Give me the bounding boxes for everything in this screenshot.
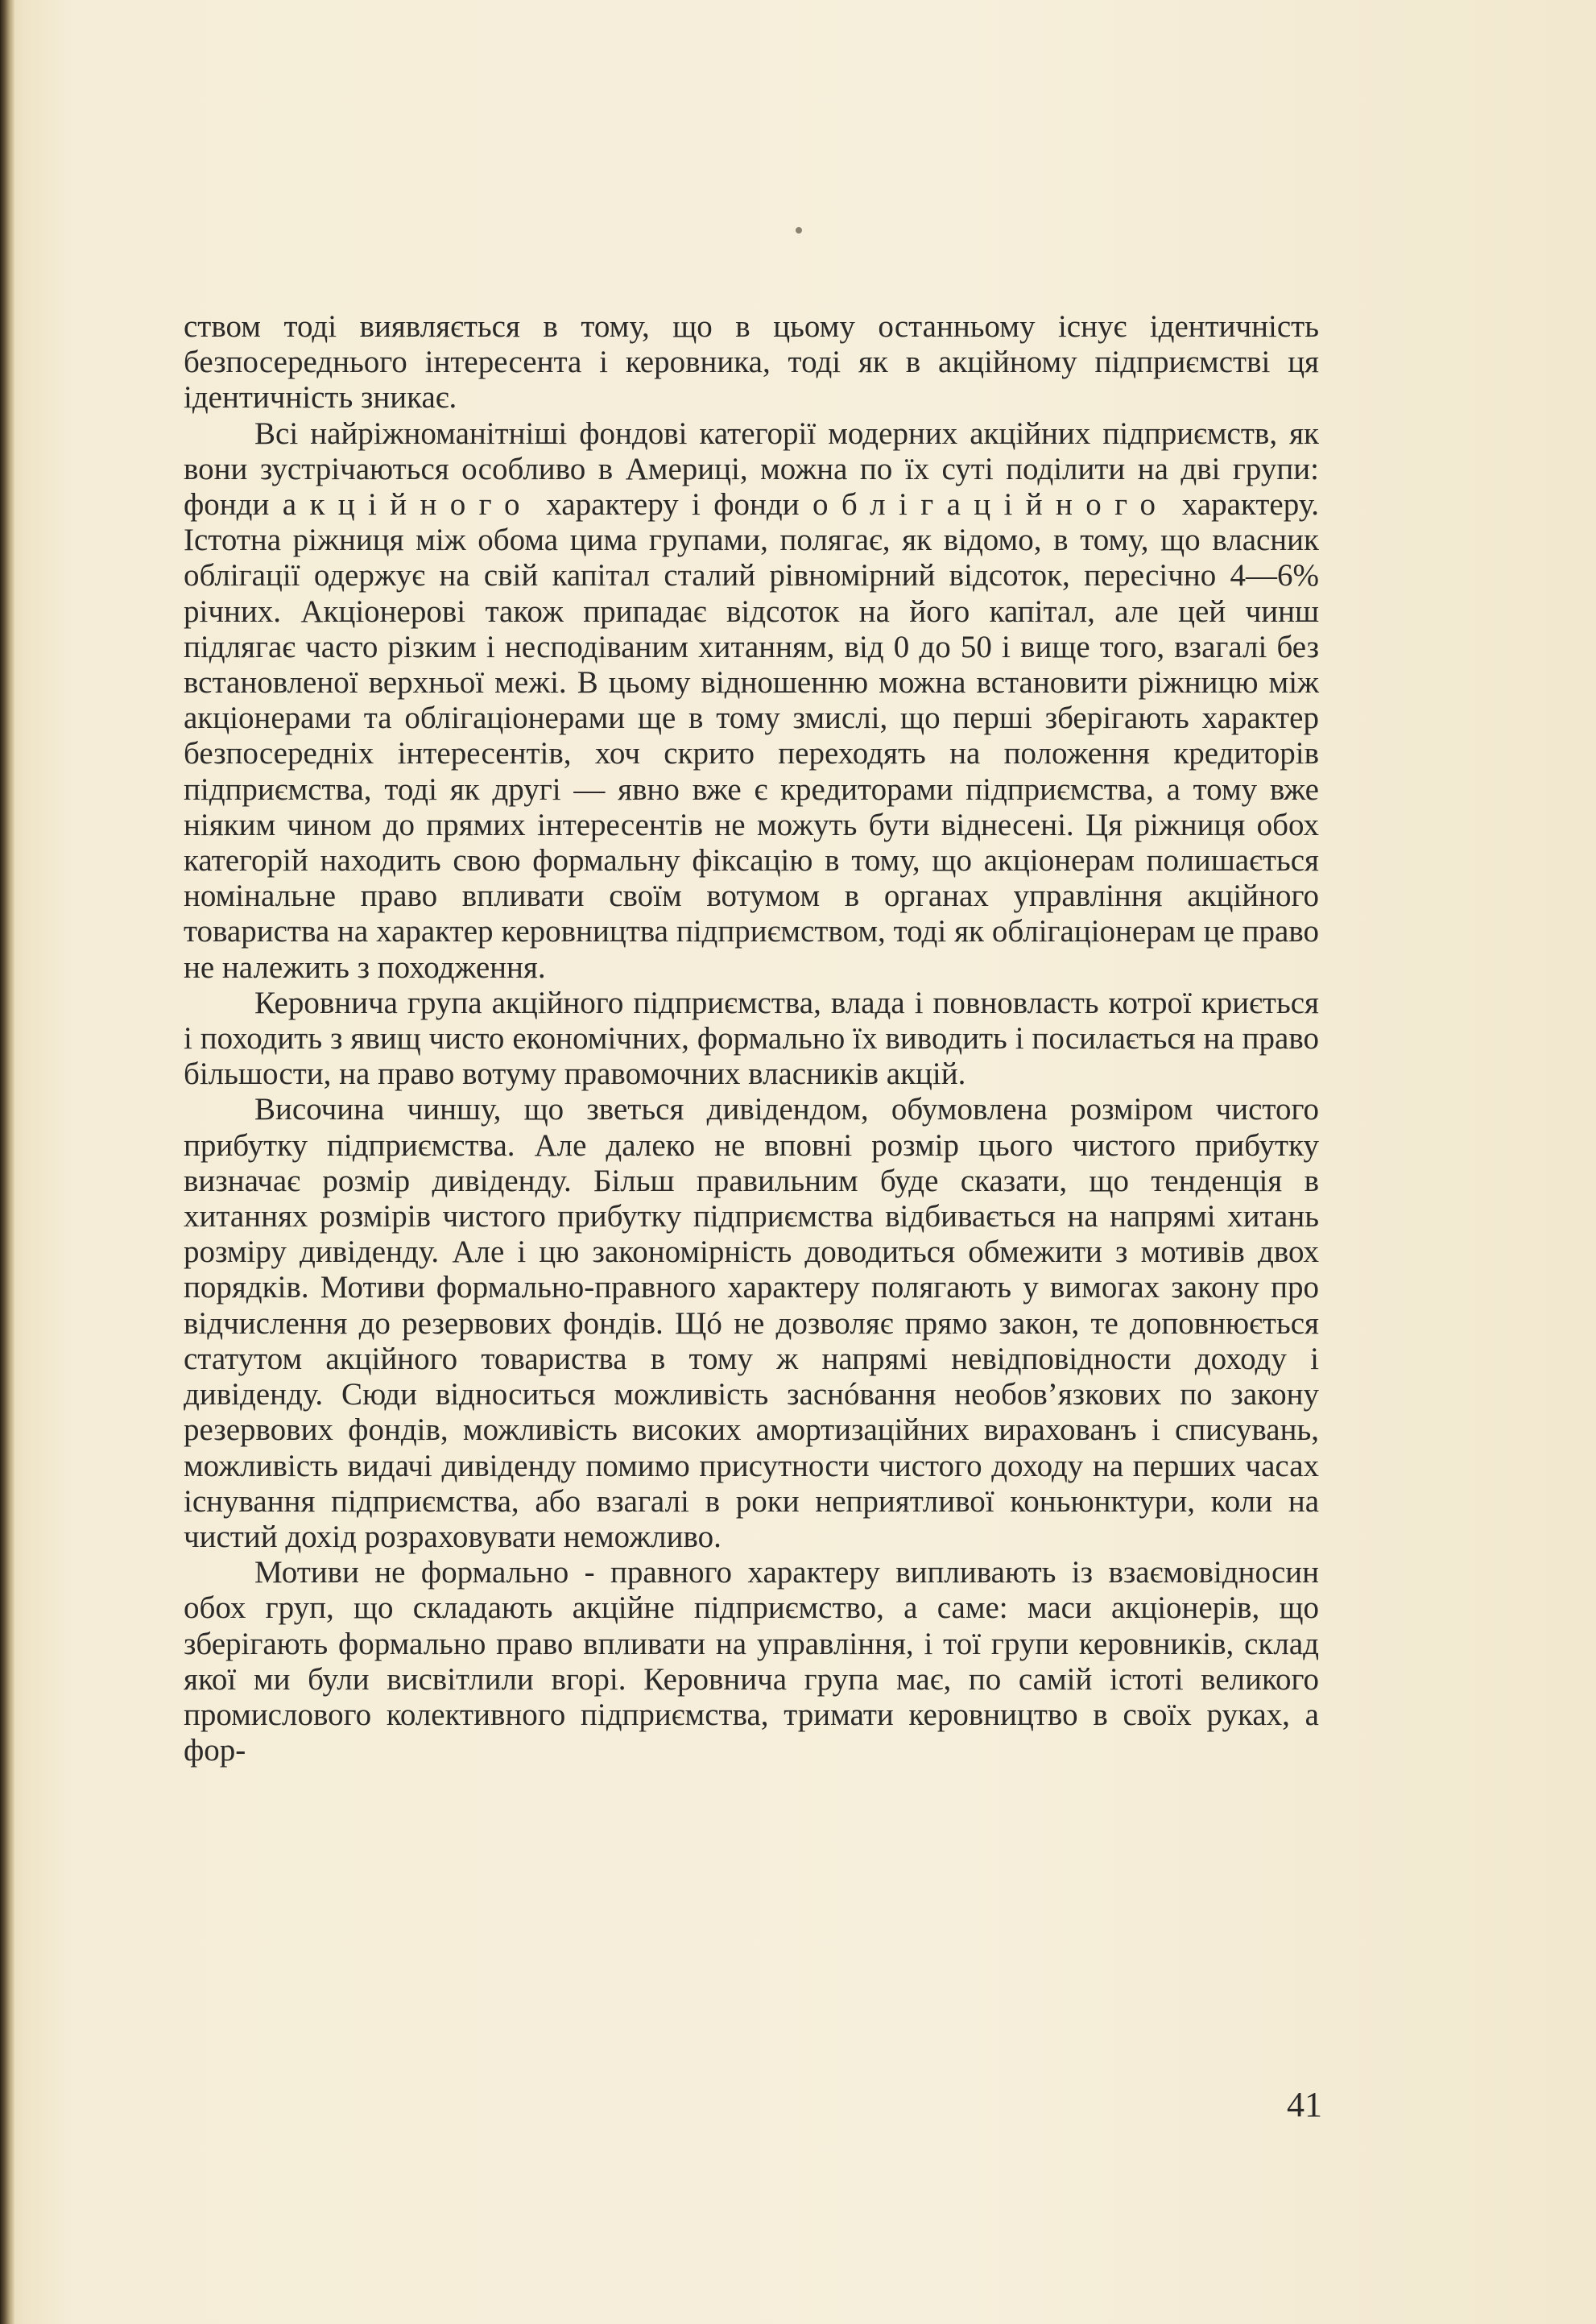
page-binding-edge <box>0 0 14 2324</box>
paragraph: Височина чиншу, що зветься дивідендом, обумовлена розміром чистого прибутку підприємства. Але далеко не вповні розмір цього чистого прибутку визначає розмір дивіденду. Більш правильним буде сказати, що тенденція в хитаннях розмірів чистого прибутку підприємства відбивається на напрямі хитань розміру дивіденду. Але і цю закономірність доводиться обмежити з мотивів двох порядків. Мотиви формально-правного характеру полягають у вимогах закону про відчислення до резервових фондів. Щó не дозволяє прямо закон, те доповнюється статутом акційного товариства в тому ж напрямі невідповідности доходу і дивіденду. Сюди відноситься можливість заснóвання необов’язкових по закону резервових фондів, можливість високих амортизаційних вирахованъ і списувань, можливість видачі дивіденду помимо присутности чистого доходу на перших часах існування підприємства, або взагалі в роки неприятливої коньюнктури, коли на чистий дохід розраховувати неможливо. <box>184 1092 1319 1554</box>
body-text <box>184 309 1319 1768</box>
paragraph: ством тоді виявляється в тому, що в цьому останньому існує ідентичність безпосереднього інтересента і керовника, тоді як в акційному підприємстві ця ідентичність зникає. <box>184 309 1319 416</box>
paper-speck <box>796 227 802 234</box>
paragraph: Керовнича група акційного підприємства, влада і повновласть котрої криється і походить з явищ чисто економічних, формально їх виводить і посилається на право більшости, на право вотуму правомочних власників акцій. <box>184 985 1319 1092</box>
paragraph-text: характеру і фонди <box>546 487 800 523</box>
page-number: 41 <box>1287 2085 1322 2124</box>
paragraph-text: характеру. Істотна ріжниця між обома цима групами, полягає, як відомо, в тому, що власник облігації одержує на свій капітал сталий рівномірний відсоток, пересічно 4—6% річних. Акціонерові також припадає відсоток на його капітал, але цей чинш підлягає часто різким і несподіваним хитанням, від 0 до 50 і вище того, взагалі без встановленої верхньої межі. В цьому відношенню можна встановити ріжницю між акціонерами та облігаціонерами ще в тому змислі, що перші зберігають характер безпосередніх інтересентів, хоч скрито переходять на положення кредиторів підприємства, тоді як другі — явно вже є кредиторами підприємства, а тому вже ніяким чином до прямих інтересентів не можуть бути віднесені. Ця ріжниця обох категорій находить свою формальну фіксацію в тому, що акціонерам полишається номінальне право впливати своїм вотумом в органах управління акційного товариства на характер керовництва підприємством, тоді як облігаціонерам це право не належить з походження. <box>184 487 1320 985</box>
paragraph-text: Всі найріжноманітніші фондові категорії модерних акційних підприємств, як вони зустрічаються особливо в Америці, можна по їх суті поділити на дві групи: фонди <box>184 416 1319 523</box>
spaced-term: облігаційного <box>812 487 1169 523</box>
spaced-term: акційного <box>282 487 533 523</box>
paragraph: Мотиви не формально - правного характеру випливають із взаємовідносин обох груп, що складають акційне підприємство, а саме: маси акціонерів, що зберігають формально право впливати на управління, і тої групи керовників, склад якої ми були висвітлили вгорі. Керовнича група має, по самій істоті великого промислового колективного підприємства, тримати керовництво в своїх руках, а фор- <box>184 1555 1319 1768</box>
paragraph <box>184 416 1319 986</box>
